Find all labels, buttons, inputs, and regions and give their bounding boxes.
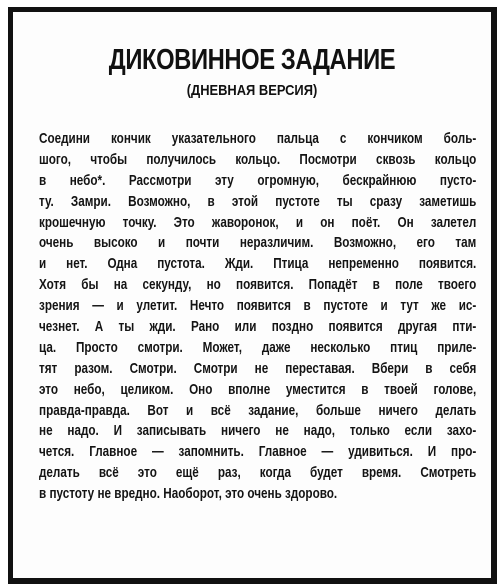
page-title: ДИКОВИННОЕ ЗАДАНИЕ xyxy=(108,44,396,76)
body-line: Соедини кончик указательного пальца с кончиком боль- xyxy=(39,130,477,147)
body-line: ца. Просто смотри. Может, даже несколько птиц приле- xyxy=(39,338,477,356)
body-line: в пустоту не вредно. Наоборот, это очень здорово. xyxy=(39,485,338,503)
body-line: и нет. Одна пустота. Жди. Птица непременно появится. xyxy=(39,255,477,273)
body-line: в небо*. Рассмотри эту огромную, бескрайнюю пусто- xyxy=(39,171,477,189)
body-line: это небо, целиком. Оно вполне уместится в твоей голове, xyxy=(39,380,477,398)
body-line: правда-правда. Вот и всё задание, больше ничего делать xyxy=(39,401,477,419)
body-line: зрения — и улетит. Нечто появится в пустоте и тут же ис- xyxy=(39,297,477,315)
body-text xyxy=(39,129,477,549)
body-line: ту. Замри. Возможно, в этой пустоте ты сразу заметишь xyxy=(39,192,477,210)
body-line: тят разом. Смотри. Смотри не переставая. Вбери в себя xyxy=(39,359,477,377)
body-line: шого, чтобы получилось кольцо. Посмотри сквозь кольцо xyxy=(39,150,477,168)
body-line: делать всё это ещё раз, когда будет время. Смотреть xyxy=(39,464,477,482)
body-line: очень высоко и почти неразличим. Возможно, его там xyxy=(39,234,477,252)
page-subtitle: (ДНЕВНАЯ ВЕРСИЯ) xyxy=(186,82,318,99)
body-line: чется. Главное — запомнить. Главное — удивиться. И про- xyxy=(39,443,477,461)
page-frame xyxy=(8,7,497,584)
body-line: чезнет. А ты жди. Рано или поздно появится другая пти- xyxy=(39,318,477,336)
body-line: Хотя бы на секунду, но появится. Попадёт в поле твоего xyxy=(39,276,477,294)
body-line: крошечную точку. Это жаворонок, и он поёт. Он залетел xyxy=(39,213,477,231)
body-line: не надо. И записывать ничего не надо, только если захо- xyxy=(39,422,477,440)
